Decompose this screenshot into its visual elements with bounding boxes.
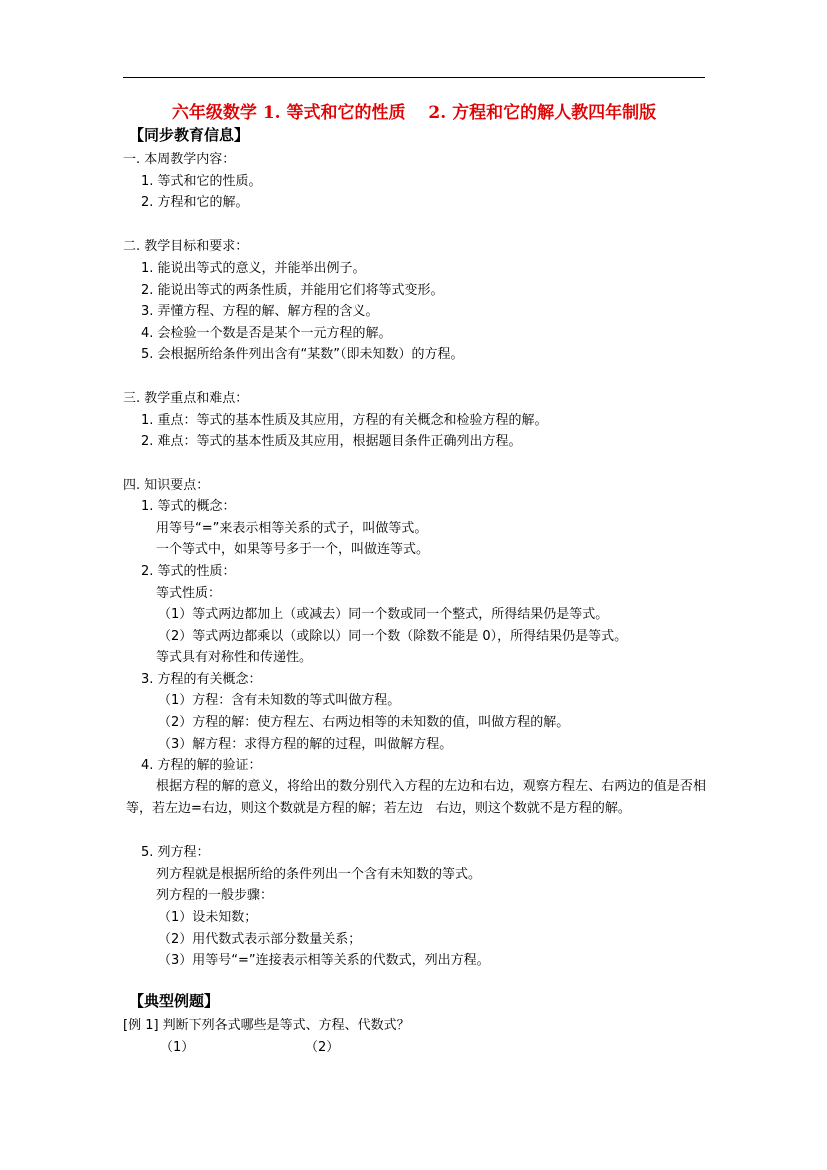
point-5-label: 5. 列方程： xyxy=(141,845,210,860)
point-5-line: 列方程就是根据所给的条件列出一个含有未知数的等式。 xyxy=(156,867,482,882)
point-2-label: 2. 等式的性质： xyxy=(141,564,236,579)
point-2-note: 等式具有对称性和传递性。 xyxy=(156,650,313,665)
section-2-item: 5. 会根据所给条件列出含有“某数”（即未知数）的方程。 xyxy=(141,347,464,362)
point-3-label: 3. 方程的有关概念： xyxy=(141,672,262,687)
point-4-paragraph: 根据方程的解的意义，将给出的数分别代入方程的左边和右边，观察方程左、右两边的值是否相等，若左边=右边，则这个数就是方程的解；若左边 右边，则这个数就不是方程的解。 xyxy=(126,779,706,816)
point-5-step: （3）用等号“=”连接表示相等关系的代数式，列出方程。 xyxy=(158,953,490,968)
header-rule xyxy=(123,77,705,78)
point-5-step: （1）设未知数； xyxy=(158,910,258,925)
point-1-line: 用等号“=”来表示相等关系的式子，叫做等式。 xyxy=(156,521,428,536)
section-2-item: 4. 会检验一个数是否是某个一元方程的解。 xyxy=(141,326,392,341)
point-2-property: （1）等式两边都加上（或减去）同一个数或同一个整式，所得结果仍是等式。 xyxy=(158,607,609,622)
section-sync-heading: 【同步教育信息】 xyxy=(129,126,250,144)
section-1-heading: 一. 本周教学内容： xyxy=(123,152,236,167)
section-2-heading: 二. 教学目标和要求： xyxy=(123,239,249,254)
section-2-item: 3. 弄懂方程、方程的解、解方程的含义。 xyxy=(141,304,379,319)
point-2-intro: 等式性质： xyxy=(156,586,222,601)
example-1-sub-label: （2） xyxy=(305,1040,340,1055)
example-1-sub-label: （1） xyxy=(160,1040,195,1055)
example-1-prompt: [例 1] 判断下列各式哪些是等式、方程、代数式？ xyxy=(123,1018,410,1033)
point-3-item: （1）方程：含有未知数的等式叫做方程。 xyxy=(158,693,401,708)
document-title: 六年级数学 1. 等式和它的性质 2. 方程和它的解人教四年制版 xyxy=(171,103,657,123)
section-4-heading: 四. 知识要点： xyxy=(123,478,210,493)
section-3-item: 2. 难点：等式的基本性质及其应用，根据题目条件正确列出方程。 xyxy=(141,434,522,449)
section-2-item: 2. 能说出等式的两条性质，并能用它们将等式变形。 xyxy=(141,283,444,298)
point-5-step: （2）用代数式表示部分数量关系； xyxy=(158,932,362,947)
point-3-item: （3）解方程：求得方程的解的过程，叫做解方程。 xyxy=(158,737,453,752)
point-5-line: 列方程的一般步骤： xyxy=(156,888,274,903)
point-2-property: （2）等式两边都乘以（或除以）同一个数（除数不能是 0），所得结果仍是等式。 xyxy=(158,629,628,644)
point-4-label: 4. 方程的解的验证： xyxy=(141,758,262,773)
section-2-item: 1. 能说出等式的意义，并能举出例子。 xyxy=(141,261,366,276)
point-1-label: 1. 等式的概念： xyxy=(141,499,236,514)
section-examples-heading: 【典型例题】 xyxy=(129,992,220,1010)
section-1-item: 1. 等式和它的性质。 xyxy=(141,174,262,189)
point-1-line: 一个等式中，如果等号多于一个，叫做连等式。 xyxy=(156,542,430,557)
point-3-item: （2）方程的解：使方程左、右两边相等的未知数的值，叫做方程的解。 xyxy=(158,715,570,730)
section-1-item: 2. 方程和它的解。 xyxy=(141,195,249,210)
section-3-heading: 三. 教学重点和难点： xyxy=(123,391,249,406)
section-3-item: 1. 重点：等式的基本性质及其应用，方程的有关概念和检验方程的解。 xyxy=(141,413,548,428)
